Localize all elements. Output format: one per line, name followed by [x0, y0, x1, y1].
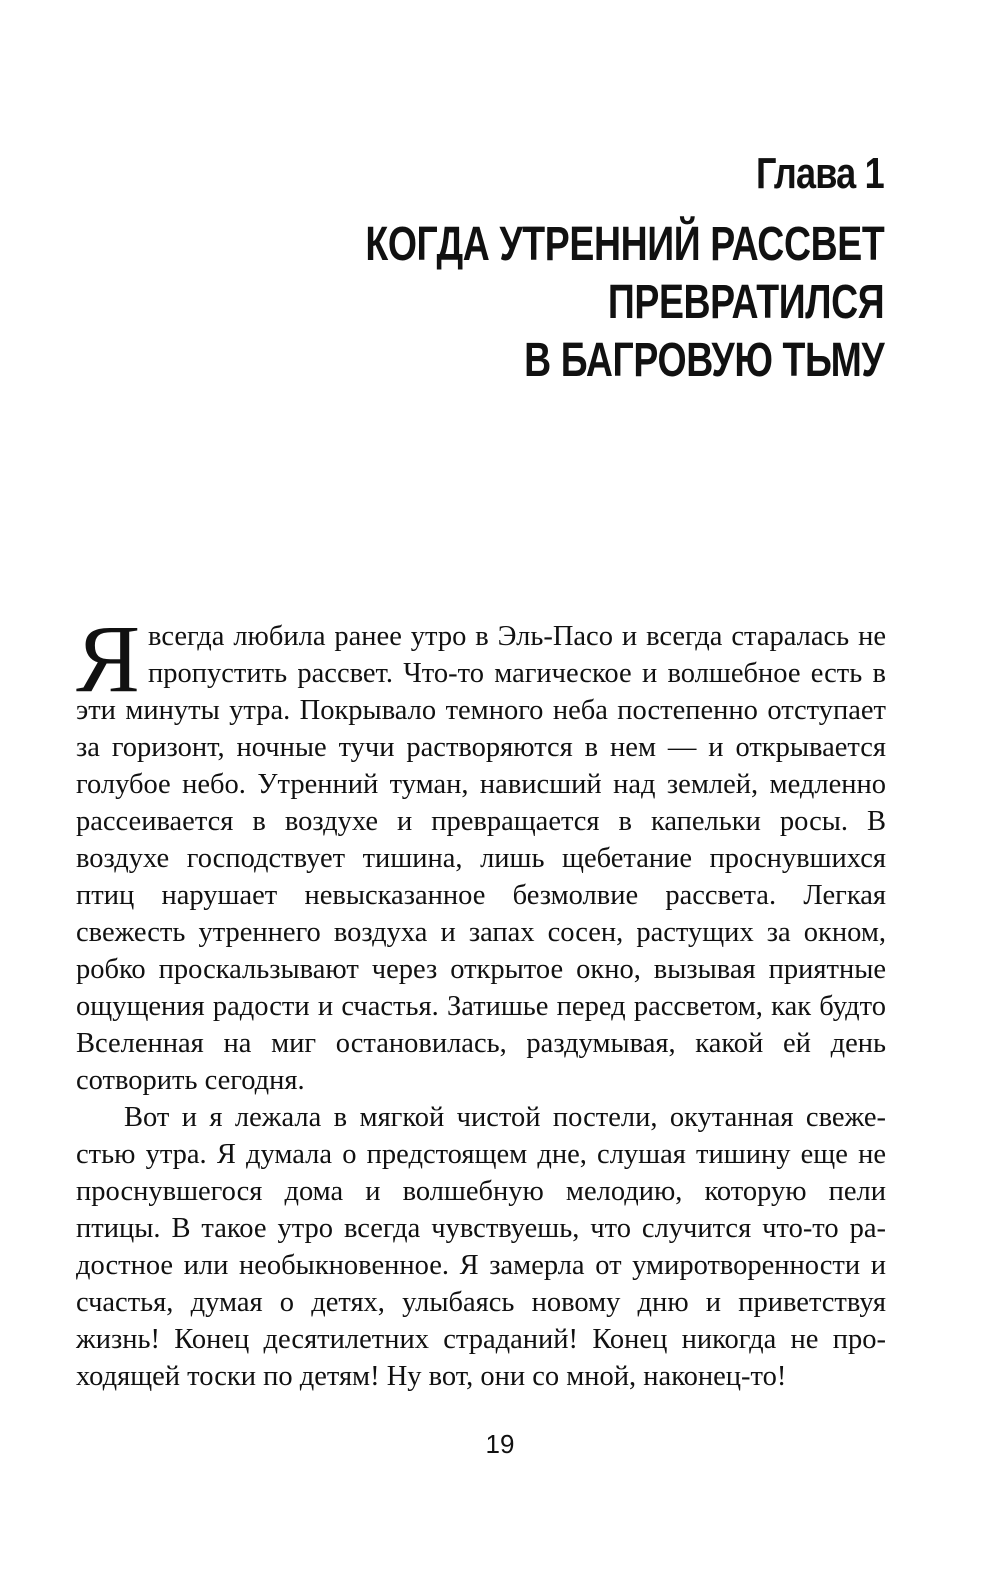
paragraph-2: Вот и я лежала в мягкой чистой постели, окутанная свежестью утра. Я думала о предстоящем дне, слушая тишину еще не проснувшегося дома и волшебную мелодию, которую пели птицы. В такое утро всегда чувствуешь, что случится что-то радостное или необыкновенное. Я замерла от умиротворенности и счастья, думая о детях, улыбаясь новому дню и приветствуя жизнь! Конец десятилетних страданий! Конец никогда не проходящей тоски по детям! Ну вот, они со мной, наконец-то!: [76, 1102, 886, 1392]
page-number: 19: [485, 1429, 515, 1459]
paragraph-1: [76, 605, 886, 1099]
paragraph-1-text: всегда любила ранее утро в Эль-Пасо и всегда старалась не пропустить рассвет. Что-то магическое и волшебное есть в эти минуты утра. Покрывало темного неба постепенно отступает за горизонт, ночные тучи растворяются в нем — и открывается голубое небо. Утренний туман, нависший над землей, медленно рассеивается в воздухе и превращается в капельки росы. В воздухе господствует тишина, лишь щебетание проснувшихся птиц нарушает невысказанное безмолвие рассвета. Легкая свежесть утреннего воздуха и запах сосен, растущих за окном, робко проскальзывают через открытое окно, вызывая приятные ощущения радости и счастья. Затишье перед рассветом, как будто Вселенная на миг остановилась, раздумывая, какой ей день сотворить сегодня.: [76, 621, 886, 1096]
chapter-title-line: КОГДА УТРЕННИЙ РАССВЕТ: [365, 218, 884, 271]
chapter-title-line: ПРЕВРАТИЛСЯ: [607, 276, 884, 329]
chapter-number: Глава 1: [756, 149, 884, 198]
chapter-title: [365, 216, 884, 390]
drop-cap: Я: [76, 605, 141, 712]
body-text: [76, 605, 886, 1395]
chapter-title-line: В БАГРОВУЮ ТЬМУ: [523, 334, 884, 387]
